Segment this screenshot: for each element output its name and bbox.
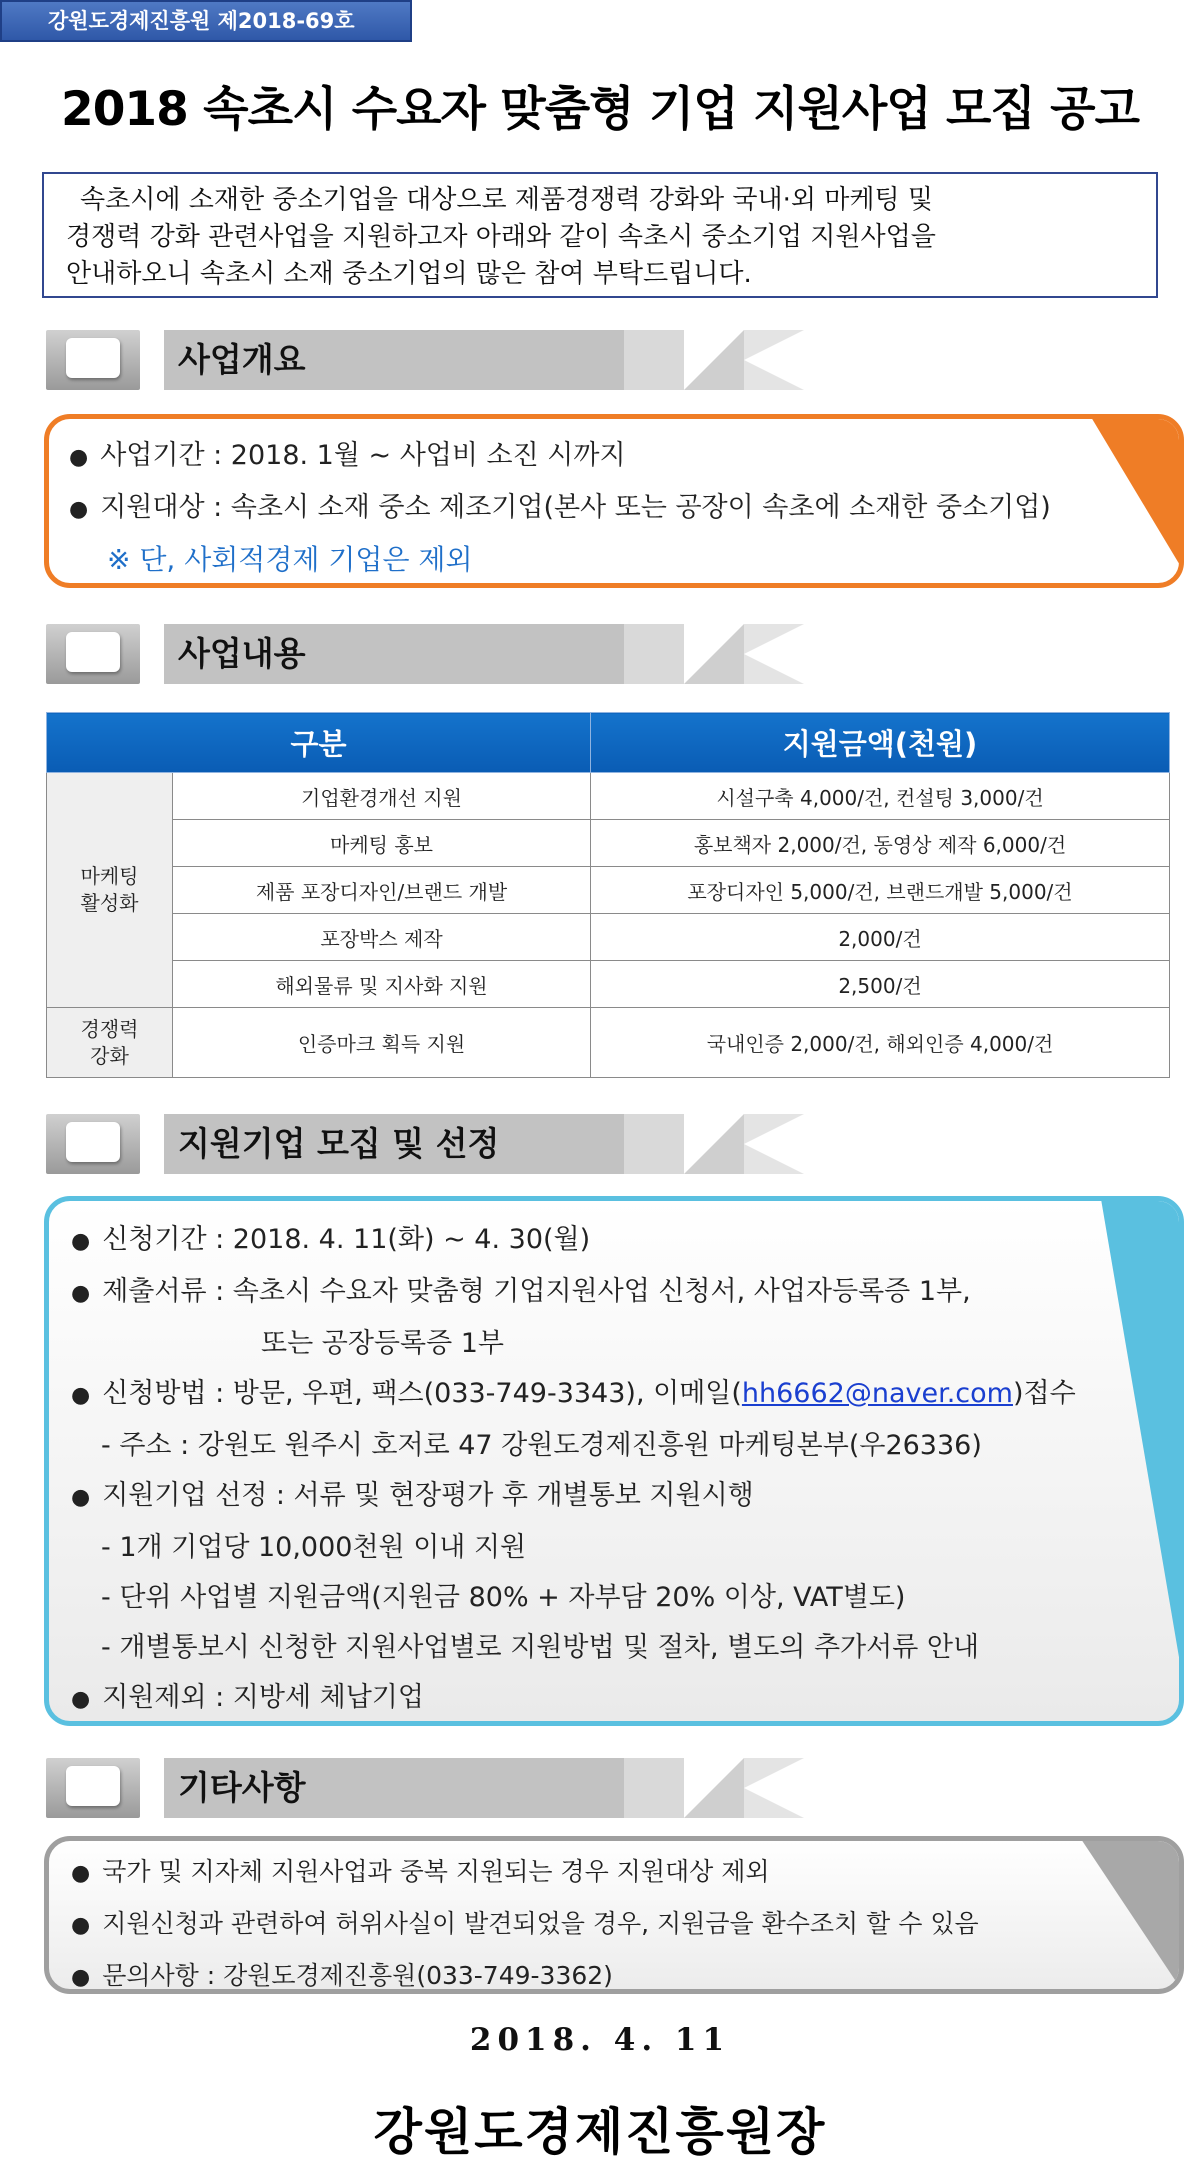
- table-row: [47, 961, 1170, 1008]
- intro-line-3: 안내하오니 속초시 소재 중소기업의 많은 참여 부탁드립니다.: [66, 259, 752, 289]
- section-title-recruit: 지원기업 모집 및 선정: [164, 1114, 648, 1174]
- chevron-decoration-icon: [624, 1114, 814, 1174]
- section-header-content: [46, 624, 806, 684]
- recruit-notice: - 개별통보시 신청한 지원사업별로 지원방법 및 절차, 별도의 추가서류 안내: [101, 1632, 980, 1663]
- table-cell-name: 포장박스 제작: [173, 914, 591, 961]
- support-table: [46, 712, 1170, 1078]
- overview-note: ※ 단, 사회적경제 기업은 제외: [107, 543, 473, 576]
- table-header-row: [47, 713, 1170, 773]
- recruit-panel: [44, 1196, 1184, 1726]
- table-row: [47, 820, 1170, 867]
- etc-item-1: ● 국가 및 지자체 지원사업과 중복 지원되는 경우 지원대상 제외: [71, 1857, 770, 1886]
- table-row: [47, 867, 1170, 914]
- table-cell-amount: 국내인증 2,000/건, 해외인증 4,000/건: [591, 1008, 1170, 1078]
- table-row: [47, 773, 1170, 820]
- intro-box: [42, 172, 1158, 298]
- table-cell-name: 마케팅 홍보: [173, 820, 591, 867]
- intro-line-2: 경쟁력 강화 관련사업을 지원하고자 아래와 같이 속초시 중소기업 지원사업을: [66, 222, 936, 252]
- table-cell-amount: 시설구축 4,000/건, 컨설팅 3,000/건: [591, 773, 1170, 820]
- checkbox-icon: [46, 1758, 140, 1818]
- section-header-etc: [46, 1758, 806, 1818]
- table-cell-name: 제품 포장디자인/브랜드 개발: [173, 867, 591, 914]
- table-category-marketing: 마케팅 활성화: [47, 773, 173, 1008]
- recruit-ratio: - 단위 사업별 지원금액(지원금 80% + 자부담 20% 이상, VAT별도): [101, 1582, 906, 1613]
- table-category-competitiveness: 경쟁력 강화: [47, 1008, 173, 1078]
- issue-date: 2018. 4. 11: [469, 2022, 731, 2058]
- table-cell-name: 해외물류 및 지사화 지원: [173, 961, 591, 1008]
- recruit-period: ● 신청기간 : 2018. 4. 11(화) ~ 4. 30(월): [71, 1224, 591, 1255]
- recruit-method: ● 신청방법 : 방문, 우편, 팩스(033-749-3343), 이메일(hh6662@naver.com)접수: [71, 1378, 1076, 1409]
- table-cell-amount: 홍보책자 2,000/건, 동영상 제작 6,000/건: [591, 820, 1170, 867]
- email-link[interactable]: hh6662@naver.com: [741, 1378, 1013, 1409]
- recruit-exclusion: ● 지원제외 : 지방세 체납기업: [71, 1682, 424, 1713]
- section-title-etc: 기타사항: [164, 1758, 648, 1818]
- table-cell-name: 인증마크 획득 지원: [173, 1008, 591, 1078]
- chevron-decoration-icon: [624, 1758, 814, 1818]
- etc-item-3: ● 문의사항 : 강원도경제진흥원(033-749-3362): [71, 1961, 613, 1990]
- table-cell-amount: 2,500/건: [591, 961, 1170, 1008]
- table-cell-amount: 2,000/건: [591, 914, 1170, 961]
- table-header-category: 구분: [47, 713, 591, 773]
- overview-panel: [44, 414, 1184, 588]
- issuer-name: 강원도경제진흥원장: [373, 2102, 827, 2161]
- overview-period: ● 사업기간 : 2018. 1월 ~ 사업비 소진 시까지: [69, 440, 626, 471]
- checkbox-icon: [46, 624, 140, 684]
- checkbox-icon: [46, 1114, 140, 1174]
- table-cell-name: 기업환경개선 지원: [173, 773, 591, 820]
- recruit-documents-cont: 또는 공장등록증 1부: [261, 1328, 504, 1359]
- recruit-documents: ● 제출서류 : 속초시 수요자 맞춤형 기업지원사업 신청서, 사업자등록증 1부,: [71, 1276, 971, 1307]
- etc-panel: [44, 1836, 1184, 1994]
- intro-line-1: 속초시에 소재한 중소기업을 대상으로 제품경쟁력 강화와 국내·외 마케팅 및: [80, 185, 933, 215]
- table-row: [47, 914, 1170, 961]
- chevron-decoration-icon: [624, 330, 814, 390]
- document-number-badge: 강원도경제진흥원 제2018-69호: [0, 0, 412, 42]
- checkbox-icon: [46, 330, 140, 390]
- table-row: [47, 1008, 1170, 1078]
- section-header-overview: [46, 330, 806, 390]
- table-cell-amount: 포장디자인 5,000/건, 브랜드개발 5,000/건: [591, 867, 1170, 914]
- table-header-amount: 지원금액(천원): [591, 713, 1170, 773]
- page-title: 2018 속초시 수요자 맞춤형 기업 지원사업 모집 공고: [61, 82, 1139, 137]
- etc-item-2: ● 지원신청과 관련하여 허위사실이 발견되었을 경우, 지원금을 환수조치 할 수 있음: [71, 1909, 979, 1938]
- recruit-limit: - 1개 기업당 10,000천원 이내 지원: [101, 1532, 527, 1563]
- recruit-address: - 주소 : 강원도 원주시 호저로 47 강원도경제진흥원 마케팅본부(우26336): [101, 1430, 982, 1461]
- chevron-decoration-icon: [624, 624, 814, 684]
- section-title-overview: 사업개요: [164, 330, 648, 390]
- section-title-content: 사업내용: [164, 624, 648, 684]
- section-header-recruit: [46, 1114, 806, 1174]
- overview-target: ● 지원대상 : 속초시 소재 중소 제조기업(본사 또는 공장이 속초에 소재한 중소기업): [69, 492, 1051, 523]
- recruit-selection: ● 지원기업 선정 : 서류 및 현장평가 후 개별통보 지원시행: [71, 1480, 754, 1511]
